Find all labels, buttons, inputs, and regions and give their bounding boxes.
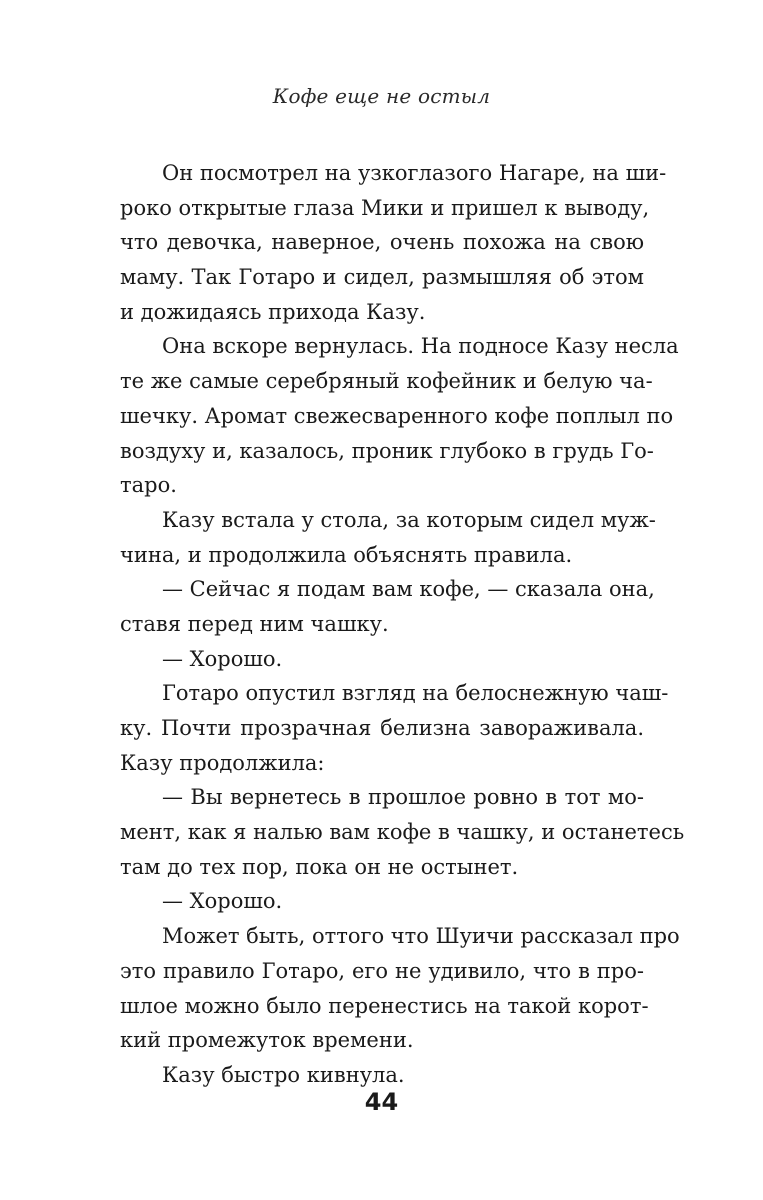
text-line: там до тех пор, пока он не остынет. [120,854,519,879]
text-line: Казу встала у стола, за которым сидел муж- [162,507,656,532]
text-line: — Хорошо. [162,889,283,914]
text-line: мент, как я налью вам кофе в чашку, и останетесь [120,820,685,845]
text-line: маму. Так Готаро и сидел, размышляя об этом [120,265,644,290]
text-line: Он посмотрел на узкоглазого Нагаре, на ши- [162,161,667,185]
text-line: что девочка, наверное, очень похожа на свою [120,230,644,255]
text-line: — Вы вернетесь в прошлое ровно в тот мо- [162,785,644,810]
text-line: это правило Готаро, его не удивило, что в про- [120,958,644,983]
text-line: Казу быстро кивнула. [162,1062,405,1087]
text-line: Готаро опустил взгляд на белоснежную чаш- [162,681,669,706]
text-line: таро. [120,473,177,498]
text-line: Может быть, оттого что Шуичи рассказал про [162,924,680,949]
running-head: Кофе еще не остыл [272,84,491,108]
text-line: роко открытые глаза Мики и пришел к выводу, [120,195,650,220]
text-line: кий промежуток времени. [120,1028,414,1053]
text-line: — Сейчас я подам вам кофе, — сказала она, [162,577,655,602]
text-line: Казу продолжила: [120,750,325,775]
text-line: шечку. Аромат свежесваренного кофе поплыл по [120,403,674,428]
page-number: 44 [364,1088,399,1116]
text-line: ставя перед ним чашку. [120,611,389,636]
text-line: ку. Почти прозрачная белизна завораживала. [120,716,644,740]
text-line: чина, и продолжила объяснять правила. [120,542,573,567]
text-line: шлое можно было перенестись на такой корот- [120,993,649,1018]
text-line: и дожидаясь прихода Казу. [120,299,426,324]
text-line: — Хорошо. [162,646,283,671]
body-text [120,156,685,1093]
text-line: Она вскоре вернулась. На подносе Казу несла [162,334,679,359]
text-line: воздуху и, казалось, проник глубоко в грудь Го- [120,438,654,463]
text-line: те же самые серебряный кофейник и белую ча- [120,369,653,394]
